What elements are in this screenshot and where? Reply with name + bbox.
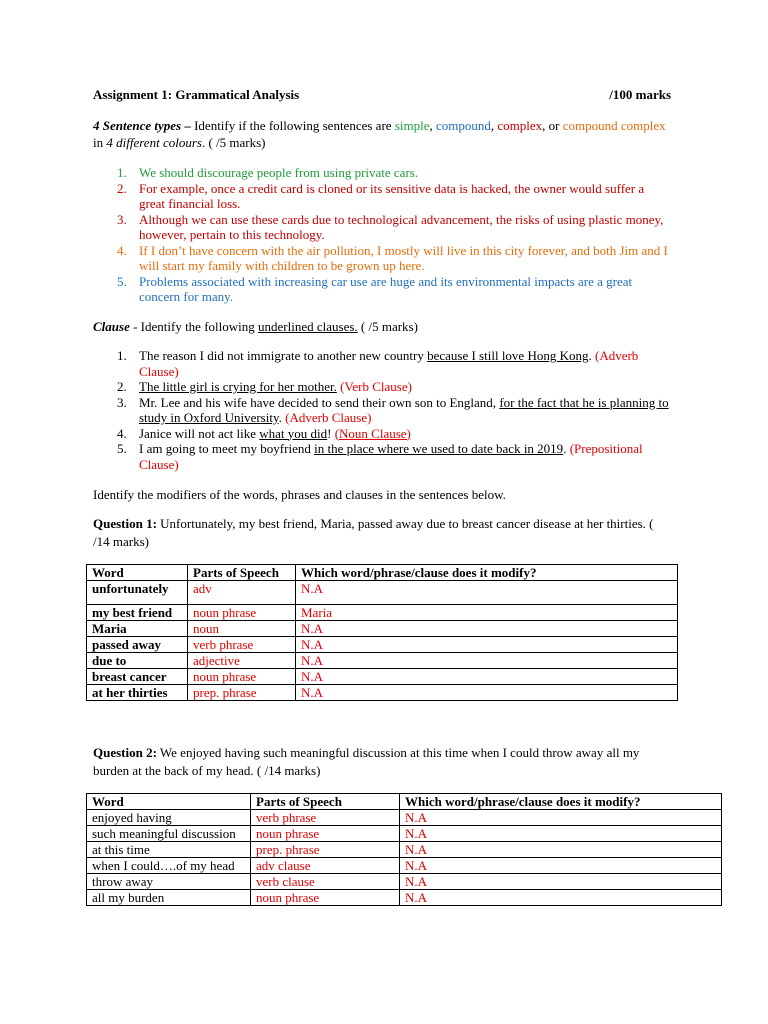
list-item: 4. If I don’t have concern with the air pollution, I mostly will live in this city forever, and both Jim and I will start my family with children to be grown up here. bbox=[117, 242, 668, 273]
list-item: 3. Although we can use these cards due to technological advancement, the risks of using plastic money, however, pertain to this technology. bbox=[117, 211, 664, 242]
question-1-table bbox=[86, 564, 678, 701]
list-item: 1. We should discourage people from using private cars. bbox=[117, 165, 419, 180]
assignment-title: Assignment 1: Grammatical Analysis bbox=[93, 87, 300, 102]
question-2-label: Question 2: bbox=[93, 745, 157, 760]
table-header-row: Word Parts of Speech Which word/phrase/clause does it modify? bbox=[87, 794, 722, 810]
label-simple: simple bbox=[394, 118, 430, 133]
table-row: at her thirties prep. phrase N.A bbox=[87, 685, 678, 701]
sentence-types-list bbox=[93, 165, 669, 305]
question-1-label: Question 1: bbox=[93, 516, 157, 531]
question-1-prompt: Question 1: Unfortunately, my best friend, Maria, passed away due to breast cancer disease at her thirties. ( /14 marks) bbox=[93, 516, 654, 549]
clause-instructions: Clause - Identify the following underlined clauses. ( /5 marks) bbox=[93, 319, 418, 334]
list-item: 1. The reason I did not immigrate to another new country because I still love Hong Kong. (Adverb Clause) bbox=[117, 348, 639, 379]
table-row: all my burden noun phrase N.A bbox=[87, 890, 722, 906]
table-row: throw away verb clause N.A bbox=[87, 874, 722, 890]
table-row: Maria noun N.A bbox=[87, 621, 678, 637]
assignment-header bbox=[93, 87, 671, 103]
question-2-prompt: Question 2: We enjoyed having such meaningful discussion at this time when I could throw away all my burden at the back of my head. ( /14 marks) bbox=[93, 745, 640, 778]
list-item: 4. Janice will not act like what you did! (Noun Clause) bbox=[117, 425, 411, 441]
table-row: breast cancer noun phrase N.A bbox=[87, 669, 678, 685]
clause-list bbox=[93, 348, 669, 472]
table-header-row: Word Parts of Speech Which word/phrase/clause does it modify? bbox=[87, 565, 678, 581]
label-complex: complex bbox=[497, 118, 543, 133]
table-row: enjoyed having verb phrase N.A bbox=[87, 810, 722, 826]
list-item: 3. Mr. Lee and his wife have decided to send their own son to England, for the fact that he is planning to study in Oxford University. (Adverb Clause) bbox=[117, 394, 669, 425]
total-marks: /100 marks bbox=[609, 87, 671, 102]
list-item: 5. I am going to meet my boyfriend in the place where we used to date back in 2019. (Prepositional Clause) bbox=[117, 441, 643, 472]
label-compound-complex: compound complex bbox=[562, 118, 666, 133]
list-item: 5. Problems associated with increasing car use are huge and its environmental impacts are a great concern for many. bbox=[117, 273, 633, 304]
table-row: my best friend noun phrase Maria bbox=[87, 605, 678, 621]
table-row: passed away verb phrase N.A bbox=[87, 637, 678, 653]
table-row: when I could….of my head adv clause N.A bbox=[87, 858, 722, 874]
list-item: 2. The little girl is crying for her mother. (Verb Clause) bbox=[117, 379, 412, 394]
list-item: 2. For example, once a credit card is cloned or its sensitive data is hacked, the owner would suffer a great financial loss. bbox=[117, 180, 645, 211]
question-2-table bbox=[86, 793, 722, 906]
table-row: at this time prep. phrase N.A bbox=[87, 842, 722, 858]
table-row: unfortunately adv N.A bbox=[87, 581, 678, 605]
modifiers-instructions: Identify the modifiers of the words, phrases and clauses in the sentences below. bbox=[93, 487, 506, 502]
clause-heading: Clause bbox=[93, 319, 130, 334]
sentence-types-heading: 4 Sentence types bbox=[93, 118, 182, 133]
label-compound: compound bbox=[435, 118, 491, 133]
table-row: due to adjective N.A bbox=[87, 653, 678, 669]
sentence-types-instructions: 4 Sentence types – Identify if the following sentences are simple, compound, complex, or compound complex in 4 different colours. ( /5 marks) bbox=[93, 118, 666, 150]
table-row: such meaningful discussion noun phrase N.A bbox=[87, 826, 722, 842]
